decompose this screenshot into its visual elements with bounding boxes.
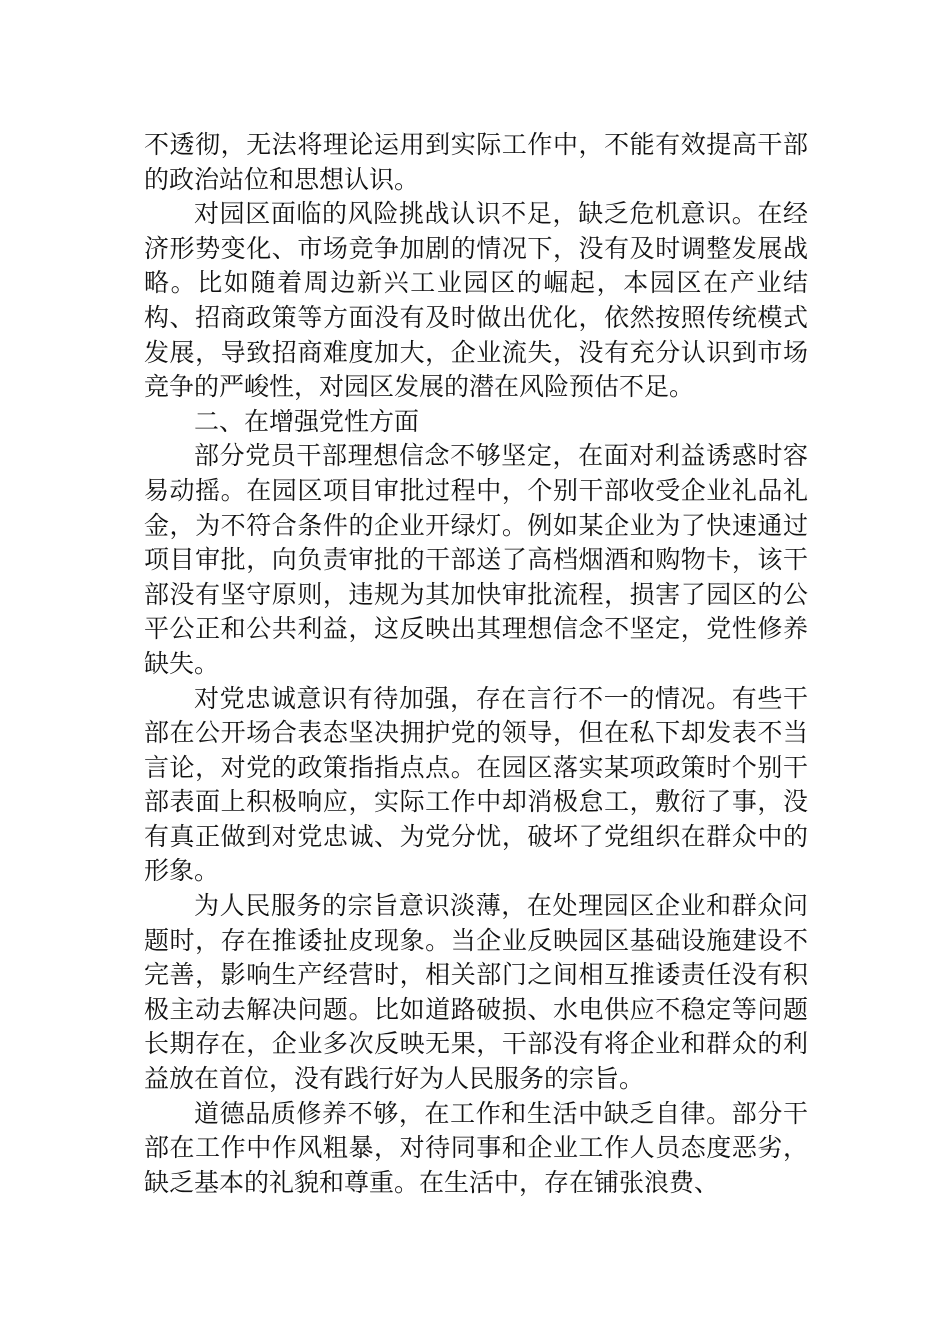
paragraph-serve-people: 为人民服务的宗旨意识淡薄，在处理园区企业和群众问题时，存在推诿扯皮现象。当企业反映园区基础设施建设不完善，影响生产经营时，相关部门之间相互推诿责任没有积极主动去解决问题。比如道路破损、水电供应不稳定等问题长期存在，企业多次反映无果，干部没有将企业和群众的利益放在首位，没有践行好为人民服务的宗旨。 [144, 891, 808, 1094]
paragraph-ideals-beliefs: 部分党员干部理想信念不够坚定，在面对利益诱惑时容易动摇。在园区项目审批过程中，个别干部收受企业礼品礼金，为不符合条件的企业开绿灯。例如某企业为了快速通过项目审批，向负责审批的干部送了高档烟酒和购物卡，该干部没有坚守原则，违规为其加快审批流程，损害了园区的公平公正和公共利益，这反映出其理想信念不坚定，党性修养缺失。 [144, 441, 808, 678]
paragraph-loyalty: 对党忠诚意识有待加强，存在言行不一的情况。有些干部在公开场合表态坚决拥护党的领导，但在私下却发表不当言论，对党的政策指指点点。在园区落实某项政策时个别干部表面上积极响应，实际工作中却消极怠工，敷衍了事，没有真正做到对党忠诚、为党分忧，破坏了党组织在群众中的形象。 [144, 683, 808, 886]
paragraph-moral-cultivation: 道德品质修养不够，在工作和生活中缺乏自律。部分干部在工作中作风粗暴，对待同事和企业工作人员态度恶劣，缺乏基本的礼貌和尊重。在生活中，存在铺张浪费、 [144, 1098, 808, 1197]
paragraph-continuation: 不透彻，无法将理论运用到实际工作中，不能有效提高干部的政治站位和思想认识。 [144, 130, 808, 194]
section-heading: 二、在增强党性方面 [194, 406, 420, 436]
document-body [144, 128, 808, 1200]
paragraph-risk-awareness: 对园区面临的风险挑战认识不足，缺乏危机意识。在经济形势变化、市场竞争加剧的情况下，没有及时调整发展战略。比如随着周边新兴工业园区的崛起，本园区在产业结构、招商政策等方面没有及时做出优化，依然按照传统模式发展，导致招商难度加大，企业流失，没有充分认识到市场竞争的严峻性，对园区发展的潜在风险预估不足。 [144, 199, 808, 402]
